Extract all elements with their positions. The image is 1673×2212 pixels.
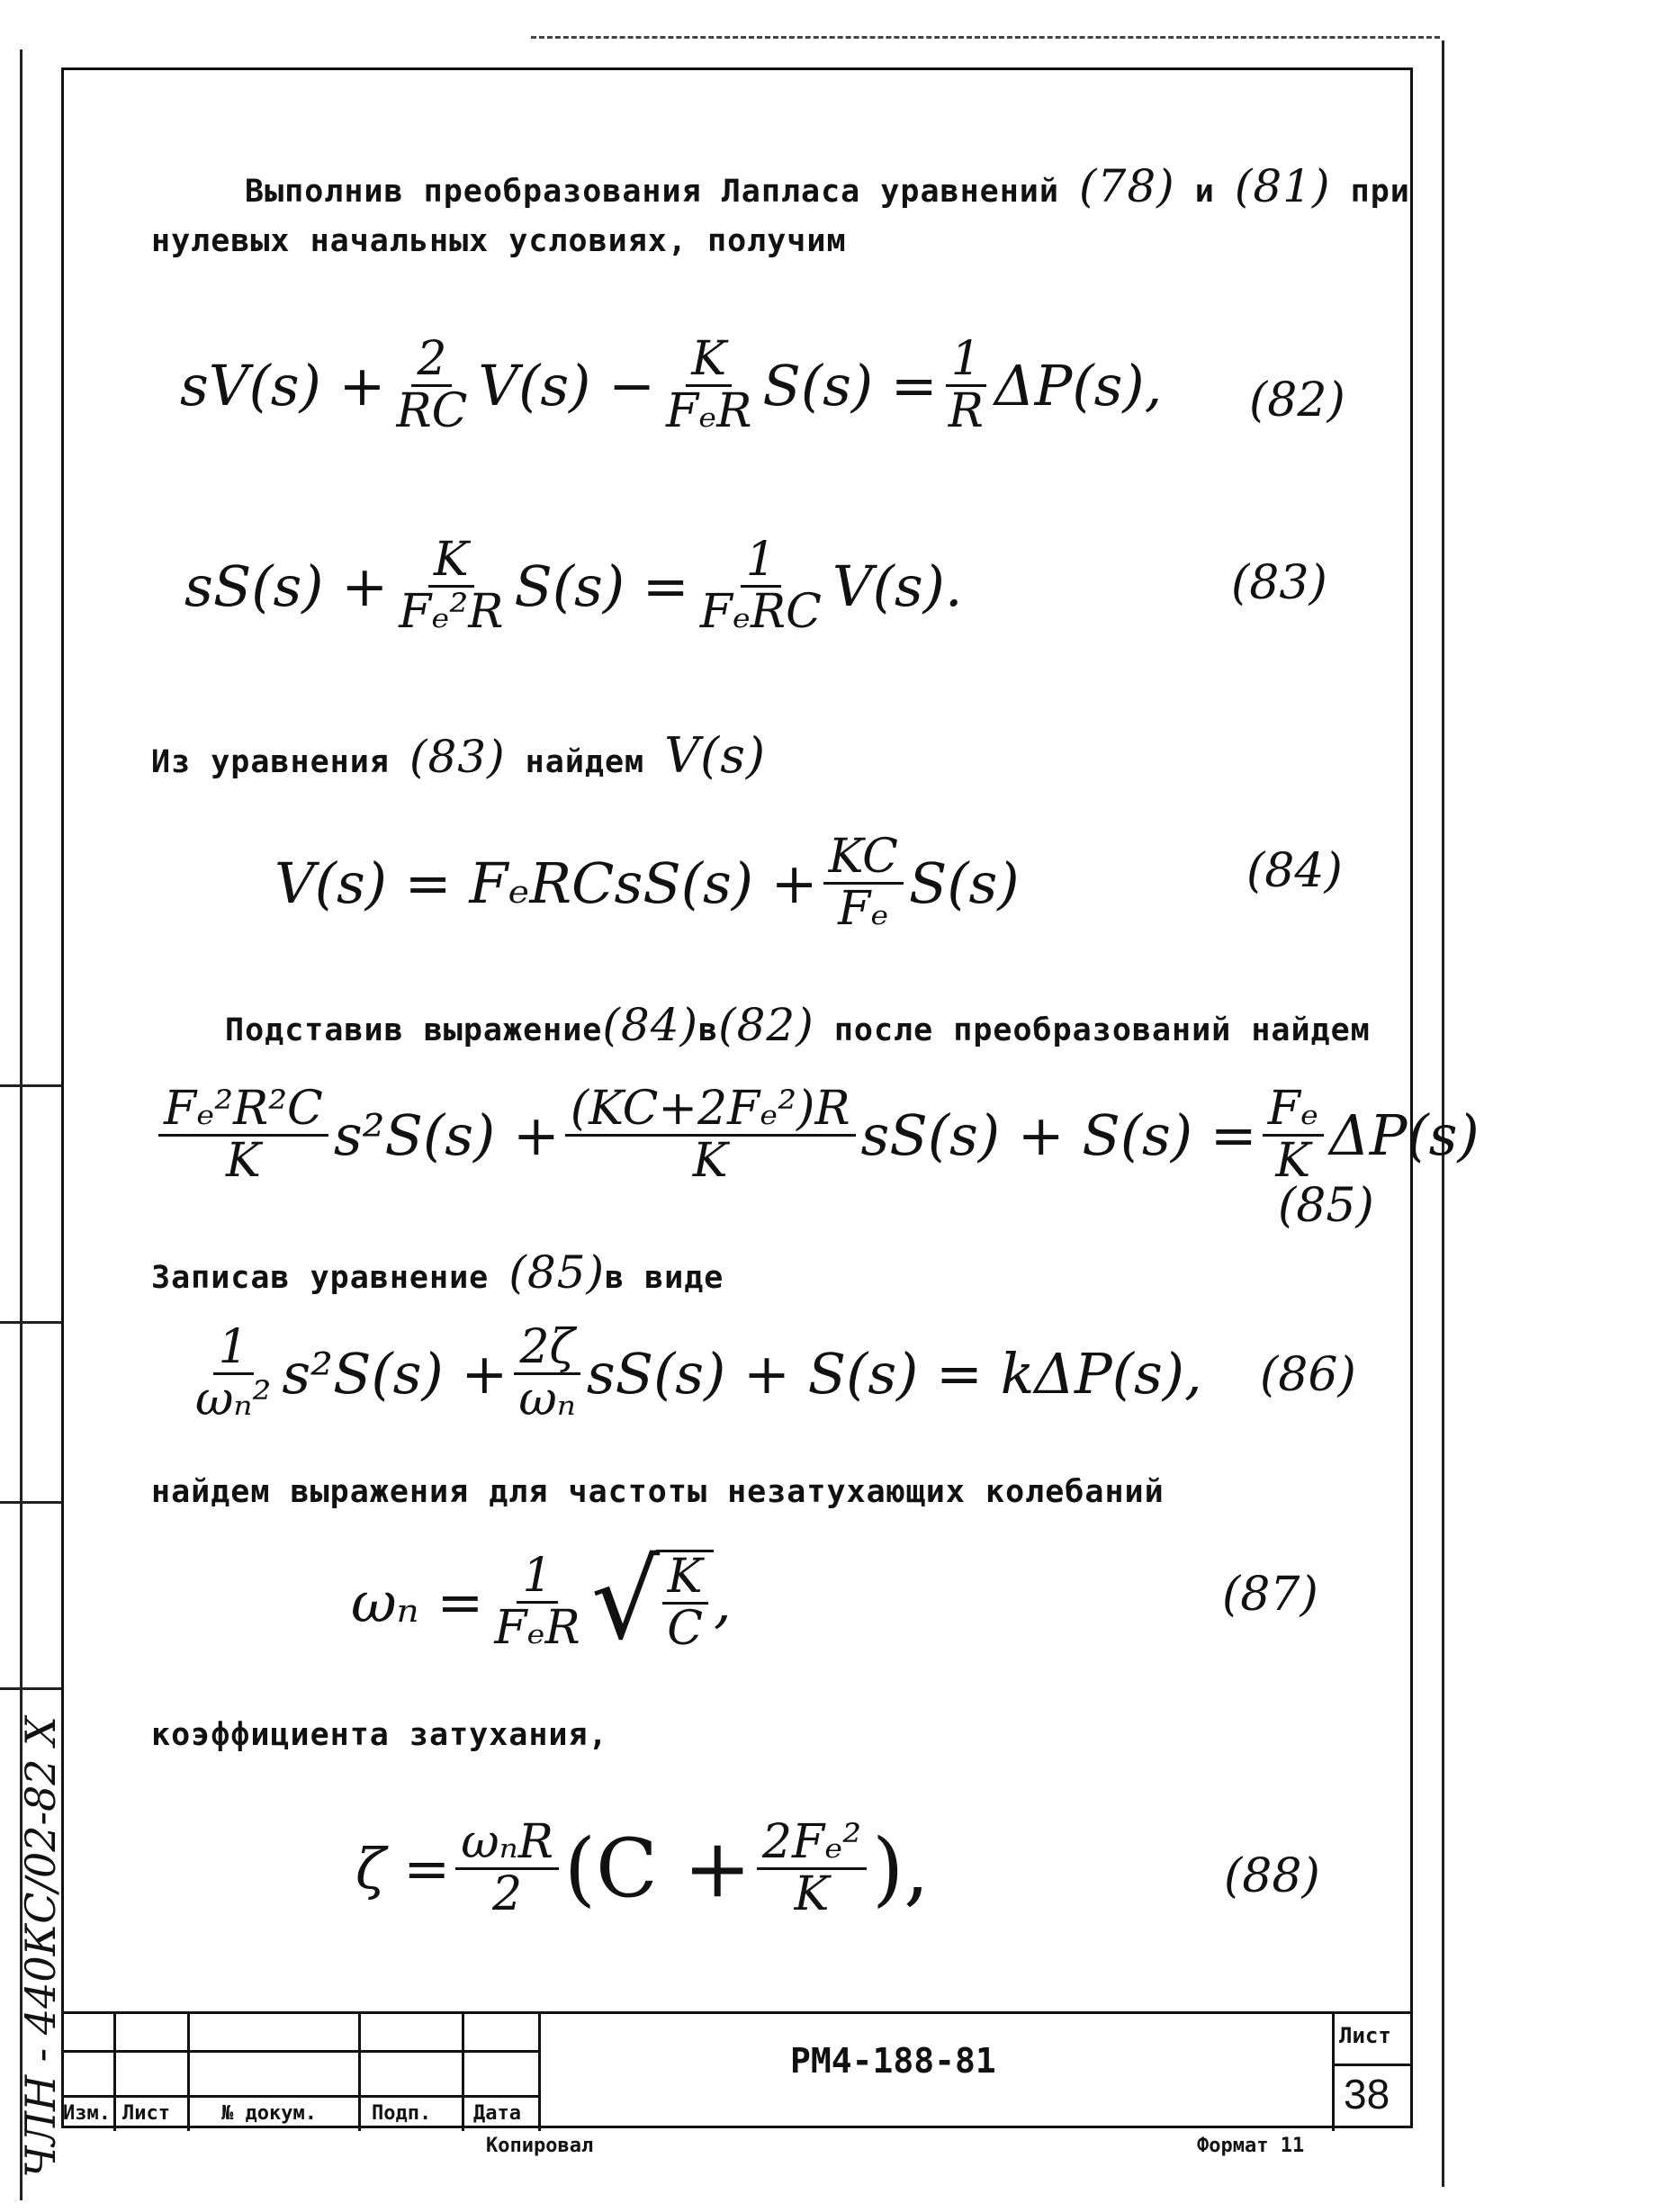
col-izm-label: Изм. (63, 2102, 111, 2125)
col-list-label: Лист (122, 2102, 170, 2125)
col-podp-label: Подп. (372, 2102, 432, 2125)
margin-tick (0, 1501, 63, 1504)
revision-grid (61, 2014, 538, 2131)
equation-87: ωₙ = $\frac{1}{\text{FₑR}}$ √ $\frac{K}{C}$ , (351, 1539, 732, 1664)
equation-83: sS(s) + $\frac{K}{\text{Fₑ²R}}$ S(s) = $\frac{1}{\text{FₑRC}}$ V(s). (184, 533, 963, 639)
square-root: √ $\frac{K}{C}$ (591, 1548, 714, 1656)
equation-85: $\frac{\text{Fₑ²R²C}}{K}$ s²S(s) + $\frac{\text{(KC+2Fₑ²)R}}{K}$ sS(s) + S(s) = $\frac{\text{Fₑ}}{K}$ ΔP(s) (153, 1084, 1480, 1185)
margin-tick (0, 1687, 63, 1690)
col-data-label: Дата (473, 2102, 521, 2125)
equation-83-label: (83) (1231, 556, 1327, 610)
equation-84: V(s) = FₑRCsS(s) + $\frac{KC}{\text{Fₑ}}$ S(s) (274, 830, 1020, 936)
copied-by-label: Копировал (486, 2135, 594, 2157)
equation-88: ζ = $\frac{\text{ωₙR}}{2}$ (C + $\frac{\text{2Fₑ²}}{K}$ ), (355, 1815, 930, 1921)
format-label: Формат 11 (1197, 2135, 1305, 2157)
paragraph-6: коэффициента затухания, (151, 1717, 608, 1753)
equation-88-label: (88) (1224, 1849, 1320, 1903)
paragraph-5: найдем выражения для частоты незатухающих колебаний (151, 1474, 1165, 1510)
paragraph-1-line-2: нулевых начальных условиях, получим (151, 223, 847, 259)
equation-85-label: (85) (1278, 1179, 1374, 1233)
sheet-label: Лист (1339, 2023, 1391, 2048)
sheet-number: 38 (1344, 2071, 1390, 2118)
margin-tick (0, 1084, 63, 1087)
equation-87-label: (87) (1222, 1568, 1318, 1622)
col-doc-label: № докум. (221, 2102, 317, 2125)
equation-86-label: (86) (1260, 1348, 1356, 1402)
equation-84-label: (84) (1246, 844, 1343, 898)
paragraph-3: Подставив выражение(84)в(82) после преобразований найдем (225, 999, 1371, 1051)
side-stamp: ЧЛН - 440КС/02-82 X (16, 1716, 65, 2178)
paragraph-2: Из уравнения (83) найдем V(s) (151, 727, 767, 784)
paragraph-1-line-1: Выполнив преобразования Лапласа уравнений (78) и (81) при (245, 160, 1410, 212)
equation-82: sV(s) + $\frac{2}{RC}$ V(s) − $\frac{K}{\text{FₑR}}$ S(s) = $\frac{1}{R}$ ΔP(s), (180, 332, 1163, 438)
document-code: РМ4-188-81 (790, 2041, 996, 2081)
paragraph-4: Записав уравнение (85)в виде (151, 1246, 724, 1299)
equation-82-label: (82) (1249, 373, 1345, 427)
equation-86: $\frac{1}{\text{ωₙ²}}$ s²S(s) + $\frac{2\zeta}{\text{ωₙ}}$ sS(s) + S(s) = kΔP(s), (195, 1320, 1202, 1426)
margin-tick (0, 1321, 63, 1324)
top-dashed-line (531, 36, 1440, 40)
title-block (61, 2011, 1413, 2131)
